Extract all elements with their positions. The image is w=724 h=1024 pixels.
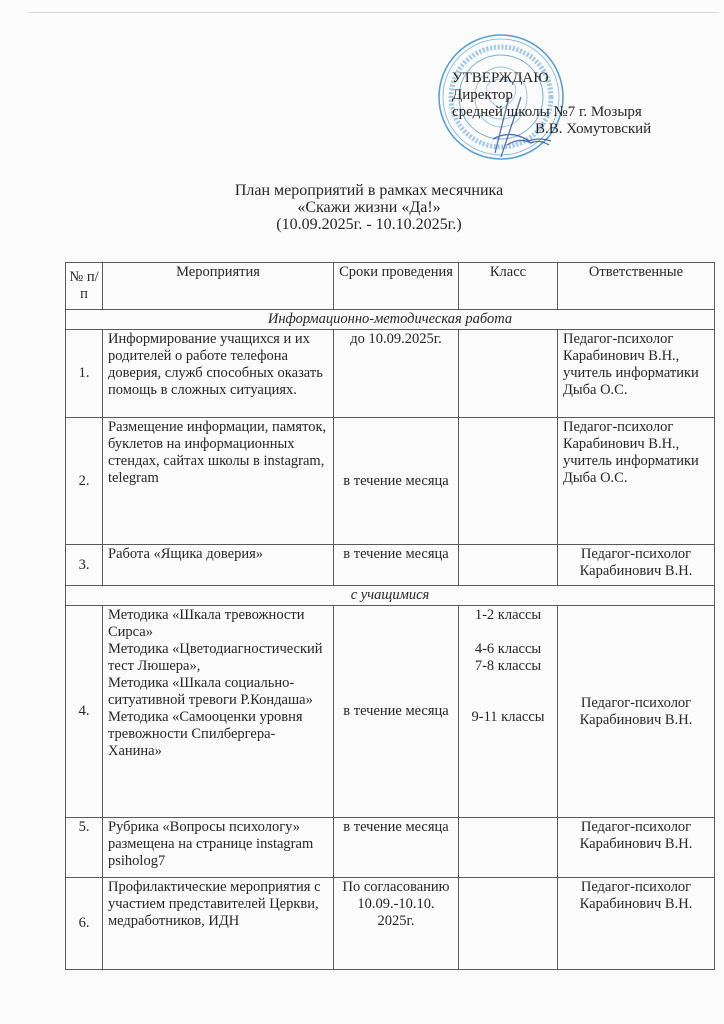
row-class — [459, 606, 558, 818]
row-responsible: Педагог-психолог Карабинович В.Н. — [558, 606, 715, 818]
class-range: 4-6 классы — [474, 641, 542, 657]
section-title: с учащимися — [66, 586, 715, 606]
class-range: 7-8 классы — [474, 658, 542, 674]
table-row — [66, 818, 715, 878]
header-term: Сроки проведения — [334, 263, 459, 310]
table-row — [66, 418, 715, 545]
row-event: Работа «Ящика доверия» — [103, 545, 334, 586]
title-line-1: План мероприятий в рамках месячника — [234, 182, 504, 199]
row-num: 6. — [66, 878, 103, 970]
class-range: 1-2 классы — [474, 607, 542, 623]
row-class — [459, 878, 558, 970]
row-event: Информирование учащихся и их родителей о работе телефона доверия, служб способных оказать помощь в сложных ситуациях. — [103, 330, 334, 418]
method-sirs: Методика «Шкала тревожности Сирса» — [108, 607, 305, 640]
approval-signatory: В.В. Хомутовский — [535, 121, 652, 137]
row-event — [103, 606, 334, 818]
method-kondash: Методика «Шкала социально-ситуативной тревоги Р.Кондаша» — [108, 675, 313, 708]
class-range: 9-11 классы — [471, 709, 545, 725]
page-edge-line — [28, 12, 718, 13]
table-row — [66, 545, 715, 586]
header-num: № п/п — [66, 263, 103, 310]
table-row — [66, 330, 715, 418]
method-luscher: Методика «Цветодиагностический тест Люшера», — [108, 641, 323, 674]
header-class: Класс — [459, 263, 558, 310]
row-term: в течение месяца — [334, 606, 459, 818]
row-responsible: Педагог-психолог Карабинович В.Н., учитель информатики Дыба О.С. — [558, 330, 715, 418]
events-plan-table — [65, 262, 715, 970]
section-title: Информационно-методическая работа — [66, 310, 715, 330]
table-header-row — [66, 263, 715, 310]
row-term: в течение месяца — [334, 545, 459, 586]
header-event: Мероприятия — [103, 263, 334, 310]
section-row — [66, 586, 715, 606]
section-row — [66, 310, 715, 330]
title-line-2: «Скажи жизни «Да!» — [297, 199, 441, 216]
header-responsible: Ответственные — [558, 263, 715, 310]
row-num: 3. — [66, 545, 103, 586]
row-num: 2. — [66, 418, 103, 545]
document-title — [0, 182, 724, 233]
row-event: Профилактические мероприятия с участием представителей Церкви, медработников, ИДН — [103, 878, 334, 970]
row-class — [459, 418, 558, 545]
row-num: 4. — [66, 606, 103, 818]
row-class — [459, 330, 558, 418]
row-num: 5. — [66, 818, 103, 878]
row-class — [459, 545, 558, 586]
row-responsible: Педагог-психолог Карабинович В.Н. — [558, 545, 715, 586]
row-class — [459, 818, 558, 878]
table-row — [66, 878, 715, 970]
row-num: 1. — [66, 330, 103, 418]
approval-block — [452, 70, 651, 138]
approval-heading: УТВЕРЖДАЮ — [452, 70, 549, 86]
approval-position: Директор — [452, 87, 513, 103]
row-term: в течение месяца — [334, 818, 459, 878]
row-responsible: Педагог-психолог Карабинович В.Н., учитель информатики Дыба О.С. — [558, 418, 715, 545]
row-responsible: Педагог-психолог Карабинович В.Н. — [558, 878, 715, 970]
row-term: до 10.09.2025г. — [334, 330, 459, 418]
table-row — [66, 606, 715, 818]
title-line-3: (10.09.2025г. - 10.10.2025г.) — [276, 216, 462, 233]
row-responsible: Педагог-психолог Карабинович В.Н. — [558, 818, 715, 878]
row-event: Размещение информации, памяток, буклетов на информационных стендах, сайтах школы в instagram, telegram — [103, 418, 334, 545]
method-spielberger: Методика «Самооценки уровня тревожности Спилбергера-Ханина» — [108, 709, 303, 759]
row-event: Рубрика «Вопросы психологу» размещена на странице instagram psiholog7 — [103, 818, 334, 878]
approval-organization: средней школы №7 г. Мозыря — [452, 104, 642, 120]
row-term: в течение месяца — [334, 418, 459, 545]
row-term: По согласованию 10.09.-10.10. 2025г. — [334, 878, 459, 970]
